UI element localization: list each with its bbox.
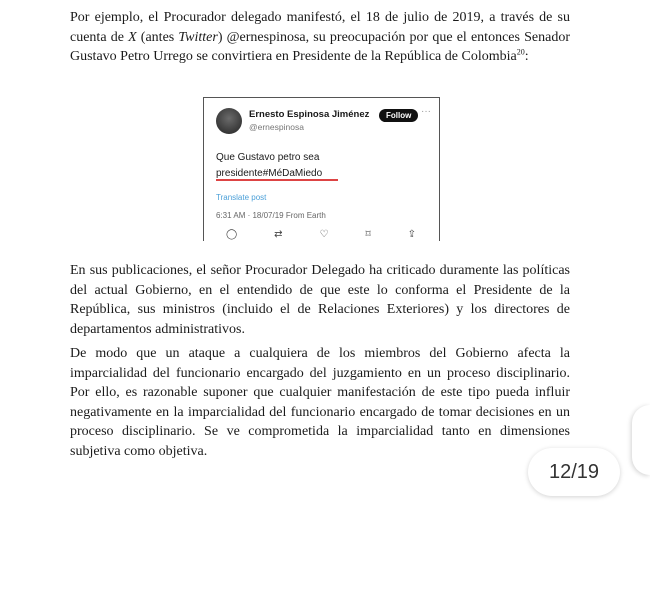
tweet-embed	[203, 97, 440, 241]
tweet-actions	[226, 229, 416, 240]
text: Twitter	[178, 29, 218, 45]
paragraph-2: En sus publicaciones, el señor Procurador Delegado ha criticado duramente las políticas del actual Gobierno, en el entendido de que este lo conforma el Presidente de la República, sus ministros (incluido el de Relaciones Exteriores) y los directores de departamentos administrativos.	[70, 263, 570, 337]
text: :	[524, 49, 529, 64]
like-icon: ♡	[319, 229, 329, 240]
text: X	[128, 29, 137, 45]
tweet-line: Que Gustavo petro sea	[216, 152, 320, 163]
more-icon: ···	[421, 106, 431, 117]
footnote-ref[interactable]: 20	[516, 47, 525, 57]
tweet-handle: @ernespinosa	[249, 122, 304, 132]
avatar	[216, 108, 242, 134]
floating-action-button[interactable]	[632, 405, 650, 475]
tweet-text	[216, 150, 322, 182]
red-underline	[216, 179, 338, 181]
paragraph-1	[70, 8, 570, 67]
tweet-author-name: Ernesto Espinosa Jiménez	[249, 109, 370, 120]
reply-icon: ◯	[226, 229, 238, 240]
tweet-line: presidente#MéDaMiedo	[216, 168, 323, 179]
text: (antes	[136, 29, 179, 45]
text: Por ejemplo, el Procurador delegado manifestó, el 18 de julio de 2019, a través de su cuenta de	[70, 10, 570, 45]
tweet-timestamp: 6:31 AM · 18/07/19 From Earth	[216, 211, 326, 220]
paragraph-3: De modo que un ataque a cualquiera de los miembros del Gobierno afecta la imparcialidad del funcionario encargado del juzgamiento en un proceso disciplinario. Por ello, es razonable suponer que cualquier manifestación de este tipo pueda influir negativamente en la imparcialidad del funcionario encargado de tomar decisiones en un proceso disciplinario. Se ve comprometida la imparcialidad tanto en dimensiones subjetiva como objetiva.	[70, 346, 570, 459]
page-indicator[interactable]: 12/19	[528, 448, 620, 496]
translate-link: Translate post	[216, 193, 267, 202]
text: ) @ernespinosa, su preocupación por que el entonces Senador Gustavo Petro Urrego se convirtiera en Presidente de la República de Colombia	[70, 29, 570, 64]
follow-button: Follow	[379, 109, 418, 122]
retweet-icon: ⇄	[274, 229, 283, 240]
share-icon: ⇪	[407, 229, 416, 240]
bookmark-icon: ⌑	[365, 229, 371, 240]
